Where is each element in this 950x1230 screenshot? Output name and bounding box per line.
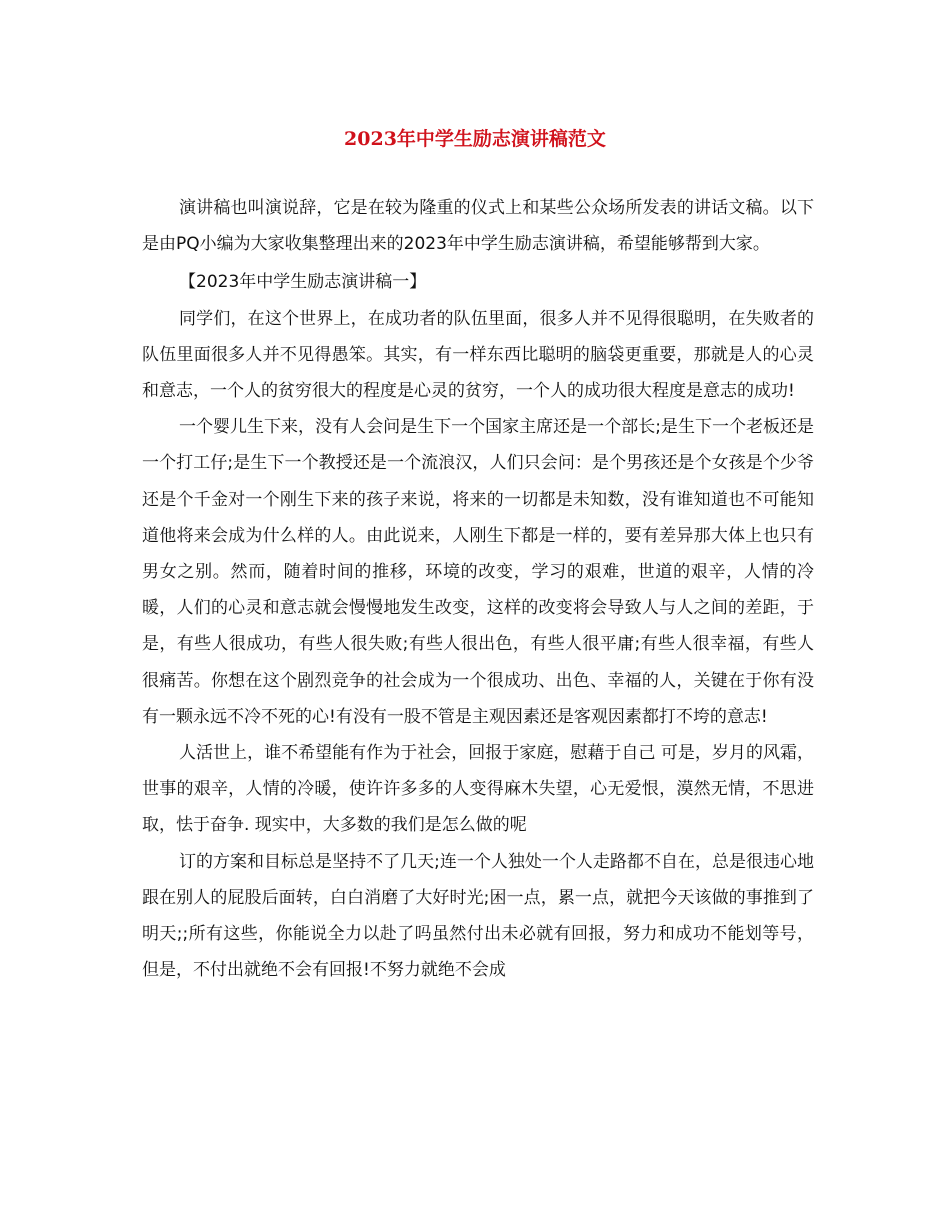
body-paragraph: 人活世上，谁不希望能有作为于社会，回报于家庭，慰藉于自己 可是，岁月的风霜，世事的艰辛，人情的冷暖，使许许多多的人变得麻木失望，心无爱恨，漠然无情，不思进取，怯于奋争. 现实中，大多数的我们是怎么做的呢 <box>142 743 814 836</box>
body-paragraph: 一个婴儿生下来，没有人会问是生下一个国家主席还是一个部长;是生下一个老板还是一个打工仔;是生下一个教授还是一个流浪汉，人们只会问：是个男孩还是个女孩是个少爷还是个千金对一个刚生下来的孩子来说，将来的一切都是未知数，没有谁知道也不可能知道他将来会成为什么样的人。由此说来，人刚生下都是一样的，要有差异那大体上也只有男女之别。然而，随着时间的推移，环境的改变，学习的艰难，世道的艰辛，人情的冷暖，人们的心灵和意志就会慢慢地发生改变，这样的改变将会导致人与人之间的差距，于是，有些人很成功，有些人很失败;有些人很出色，有些人很平庸;有些人很幸福，有些人很痛苦。你想在这个剧烈竞争的社会成为一个很成功、出色、幸福的人，关键在于你有没有一颗永远不冷不死的心!有没有一股不管是主观因素还是客观因素都打不垮的意志! <box>142 417 814 727</box>
body-paragraph: 同学们，在这个世界上，在成功者的队伍里面，很多人并不见得很聪明，在失败者的队伍里面很多人并不见得愚笨。其实，有一样东西比聪明的脑袋更重要，那就是人的心灵和意志，一个人的贫穷很大的程度是心灵的贫穷，一个人的成功很大程度是意志的成功! <box>142 308 814 402</box>
document-body <box>142 190 814 988</box>
section-heading: 【2023年中学生励志演讲稿一】 <box>179 272 427 293</box>
intro-paragraph: 演讲稿也叫演说辞，它是在较为隆重的仪式上和某些公众场所发表的讲话文稿。以下是由PQ小编为大家收集整理出来的2023年中学生励志演讲稿，希望能够帮到大家。 <box>142 198 814 255</box>
body-paragraph: 订的方案和目标总是坚持不了几天;连一个人独处一个人走路都不自在，总是很违心地跟在别人的屁股后面转，白白消磨了大好时光;困一点，累一点，就把今天该做的事推到了明天;;所有这些，你能说全力以赴了吗虽然付出未必就有回报，努力和成功不能划等号，但是，不付出就绝不会有回报!不努力就绝不会成 <box>142 851 814 981</box>
document-title: 2023年中学生励志演讲稿范文 <box>344 128 606 150</box>
